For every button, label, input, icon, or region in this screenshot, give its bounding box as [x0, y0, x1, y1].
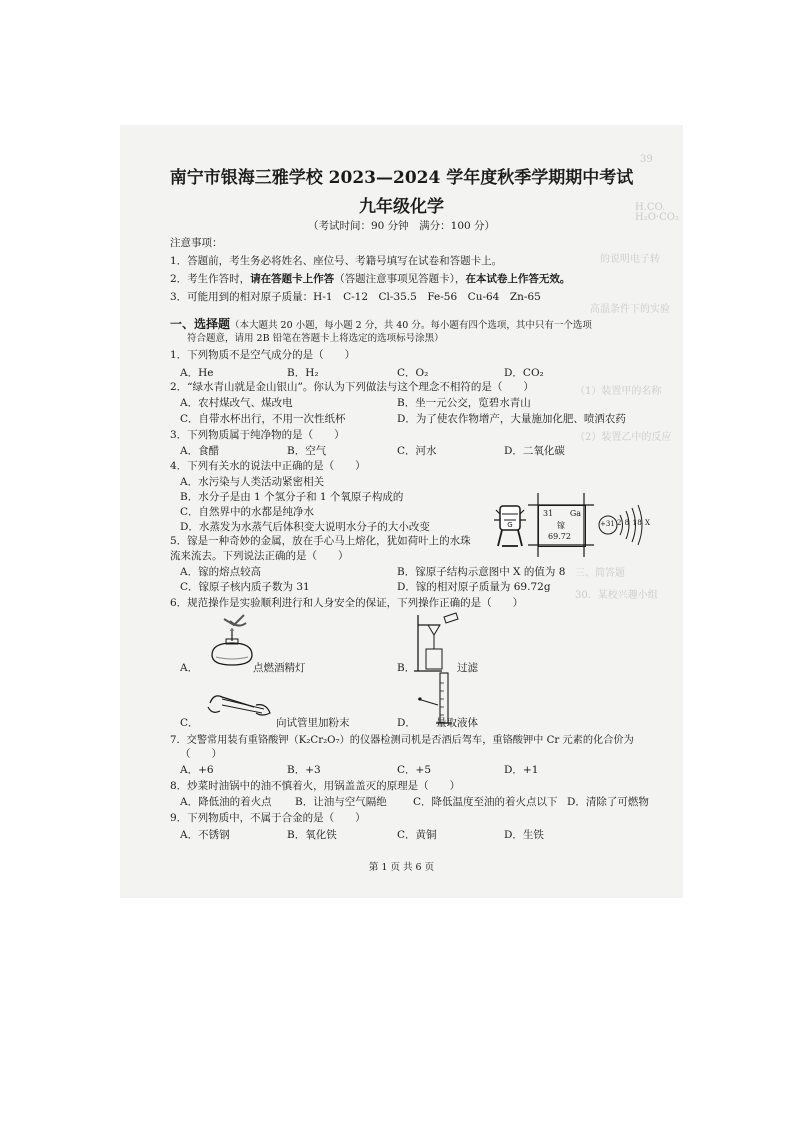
q3-option-a: A．食醋 [180, 445, 220, 457]
q4-option-b: B．水分子是由 1 个氢分子和 1 个氧原子构成的 [180, 491, 404, 503]
gallium-electron-shells: 2 8 18 X [617, 519, 651, 527]
exam-title: 南宁市银海三雅学校 2023—2024 学年度秋季学期期中考试 [169, 168, 634, 188]
q4-option-a: A．水污染与人类活动紧密相关 [180, 476, 325, 488]
q6-option-d-tag: D． [397, 717, 416, 729]
q8-stem: 8．炒菜时油锅中的油不慎着火，用锅盖盖灭的原理是（ ） [170, 780, 461, 792]
gallium-atomic-number: 31 [543, 509, 554, 518]
q4-option-c: C．自然界中的水都是纯净水 [180, 506, 315, 518]
note-2-part-d: 在本试卷上作答无效。 [465, 273, 571, 285]
adding-powder-to-test-tube-illustration [204, 685, 274, 725]
q4-option-d: D．水蒸发为水蒸气后体积变大说明水分子的大小改变 [180, 521, 430, 533]
q2-option-d: D．为了使农作物增产，大量施加化肥、喷洒农药 [397, 413, 626, 425]
q8-option-d: D．清除了可燃物 [567, 796, 649, 808]
section-1-heading: 一、选择题 [170, 317, 231, 331]
q3-option-b: B．空气 [287, 445, 327, 457]
gallium-atomic-structure-diagram [594, 503, 654, 551]
cell-frame-lines [528, 493, 594, 561]
gallium-atomic-mass: 69.72 [548, 532, 571, 541]
note-3: 3．可能用到的相对原子质量：H-1 C-12 Cl-35.5 Fe-56 Cu-64 Zn-65 [170, 291, 541, 303]
q6-stem: 6．规范操作是实验顺利进行和人身安全的保证，下列操作正确的是（ ） [170, 597, 524, 609]
gallium-nucleus-charge: +31 [600, 520, 615, 528]
section-1-intro [170, 318, 592, 331]
svg-text:G: G [507, 521, 513, 529]
q2-stem: 2．“绿水青山就是金山银山”。你认为下列做法与这个理念不相符的是（ ） [170, 381, 534, 393]
q3-option-c: C．河水 [397, 445, 437, 457]
q1-option-d: D．CO₂ [504, 367, 544, 379]
q5-option-d: D．镓的相对原子质量为 69.72g [397, 581, 551, 593]
note-2-part-b: 请在答题卡上作答 [250, 273, 335, 285]
notes-heading: 注意事项： [170, 237, 223, 249]
q6-option-d-label: 量取液体 [436, 717, 478, 729]
q7-stem-line-1: 7．交警常用装有重铬酸钾（K₂Cr₂O₇）的仪器检测司机是否酒后驾车，重铬酸钾中 Cr 元素的化合价为 [170, 735, 634, 746]
exam-page: 39 H.CO. H₂O·CO₂ 的说明电子转 高温条件下的实验 （1）装置甲的名称 （2）装置乙中的反应 三、简答题 30．某校兴趣小组 南宁市银海三雅学校 2023—2024 学年度秋季学期期中考试 九年级化学 （考试时间：90 分钟 满分：100 分） 注意事项： 1．答题前，考生务必将姓名、座位号、考籍号填写在试卷和答题卡上。 2．考生作答时，请在答题卡上作答（答题注意事项见答题卡），在本试卷上作答无效。 3．可能用到的相对原子质量：H-1 C-12 Cl-35.5 Fe-56 Cu-64 Zn-65 一、选择题（本大题共 20 小题，每小题 2 分，共 40 分。每小题有四个选项，其中只有一个选项 符合题意，请用 2B 铅笔在答题卡上将选定的选项标号涂黑） 1．下列物质不是空气成分的是（ ） A．He B．H₂ C．O₂ D．CO₂ 2．“绿水青山就是金山银山”。你认为下列做法与这个理念不相符的是（ ） A．农村煤改气、煤改电 B．坐一元公交，览碧水青山 C．自带水杯出行，不用一次性纸杯 D．为了使农作物增产，大量施加化肥、喷洒农药 3．下列物质属于纯净物的是（ ） A．食醋 B．空气 C．河水 D．二氧化碳 4．下列有关水的说法中正确的是（ ） A．水污染与人类活动紧密相关 B．水分子是由 1 个氢分子和 1 个氧原子构成的 C．自然界中的水都是纯净水 D．水蒸发为水蒸气后体积变大说明水分子的大小改变 G 31 Ga 镓 69.72 +31 2 8 18 X 5．镓是一种奇妙的金属，放在手心马上熔化，犹如荷叶上的水珠 流来流去。下列说法正确的是（ ） A．镓的熔点较高 B．镓原子结构示意图中 X 的值为 8 C．镓原子核内质子数为 31 D．镓的相对原子质量为 69.72g 6．规范操作是实验顺利进行和人身安全的保证，下列操作正确的是（ ） A． 点燃酒精灯 B． 过滤 C． 向试管里加粉末 D． 量取液体 7．交警常用装有重铬酸钾（K₂Cr₂O₇）的仪器检测司机是否酒后驾车，重铬酸钾中 Cr 元素的化合价为 （ ） A．+6 B．+3 C．+5 D．+1 8．炒菜时油锅中的油不慎着火，用锅盖盖灭的原理是（ ） A．降低油的着火点 B．让油与空气隔绝 C．降低温度至油的着火点以下 D．清除了可燃物 9．下列物质中，不属于合金的是（ ） A．不锈钢 B．氧化铁 C．黄铜 D．生铁 第 1 页 共 6 页 [120, 125, 683, 898]
q2-option-c: C．自带水杯出行，不用一次性纸杯 [180, 413, 346, 425]
q5-option-c: C．镓原子核内质子数为 31 [180, 581, 310, 593]
q8-option-c: C．降低温度至油的着火点以下 [413, 796, 558, 808]
page-number-footer: 第 1 页 共 6 页 [368, 862, 435, 873]
q1-option-b: B．H₂ [287, 367, 319, 379]
q6-option-c-label: 向试管里加粉末 [276, 717, 350, 729]
note-1: 1．答题前，考生务必将姓名、座位号、考籍号填写在试卷和答题卡上。 [170, 255, 503, 267]
note-2-part-c: （答题注意事项见答题卡）， [334, 273, 466, 285]
q5-stem-line-2: 流来流去。下列说法正确的是（ ） [170, 550, 349, 562]
q8-option-b: B．让油与空气隔绝 [295, 796, 387, 808]
q6-option-c-tag: C． [180, 717, 199, 729]
q4-stem: 4．下列有关水的说法中正确的是（ ） [170, 460, 366, 472]
alcohol-lamp-lighting-illustration [204, 611, 260, 675]
q6-option-b-tag: B． [397, 662, 416, 674]
section-1-desc: （本大题共 20 小题，每小题 2 分，共 40 分。每小题有四个选项，其中只有一个选项 [230, 320, 592, 331]
q5-option-b: B．镓原子结构示意图中 X 的值为 8 [397, 566, 566, 578]
q9-stem: 9．下列物质中，不属于合金的是（ ） [170, 812, 366, 824]
q8-option-a: A．降低油的着火点 [180, 796, 272, 808]
q7-option-c: C．+5 [397, 764, 432, 776]
filtration-apparatus-illustration [412, 611, 460, 679]
q9-option-b: B．氧化铁 [287, 829, 337, 841]
q7-stem-line-2: （ ） [180, 748, 222, 760]
note-2-part-a: 2．考生作答时， [170, 273, 251, 285]
q3-stem: 3．下列物质属于纯净物的是（ ） [170, 429, 345, 441]
exam-time-info: （考试时间：90 分钟 满分：100 分） [307, 220, 496, 232]
section-1-desc-2: 符合题意，请用 2B 铅笔在答题卡上将选定的选项标号涂黑） [187, 333, 444, 344]
q6-option-a-label: 点燃酒精灯 [253, 662, 306, 674]
gallium-melting-hand-illustration [492, 500, 528, 554]
q3-option-d: D．二氧化碳 [504, 445, 565, 457]
gallium-name: 镓 [557, 521, 565, 530]
gallium-symbol: Ga [569, 509, 581, 518]
q2-option-a: A．农村煤改气、煤改电 [180, 397, 293, 409]
q1-stem: 1．下列物质不是空气成分的是（ ） [170, 349, 356, 361]
note-2 [170, 274, 570, 285]
q7-option-d: D．+1 [504, 764, 539, 776]
q2-option-b: B．坐一元公交，览碧水青山 [397, 397, 531, 409]
q9-option-d: D．生铁 [504, 829, 544, 841]
q1-option-c: C．O₂ [397, 367, 429, 379]
q9-option-a: A．不锈钢 [180, 829, 230, 841]
q1-option-a: A．He [180, 367, 214, 379]
q5-stem-line-1: 5．镓是一种奇妙的金属，放在手心马上熔化，犹如荷叶上的水珠 [170, 535, 471, 547]
exam-subtitle: 九年级化学 [359, 197, 444, 217]
q6-option-a-tag: A． [180, 662, 199, 674]
q7-option-b: B．+3 [287, 764, 321, 776]
q5-option-a: A．镓的熔点较高 [180, 566, 262, 578]
q9-option-c: C．黄铜 [397, 829, 437, 841]
q7-option-a: A．+6 [180, 764, 214, 776]
q6-option-b-label: 过滤 [457, 662, 478, 674]
